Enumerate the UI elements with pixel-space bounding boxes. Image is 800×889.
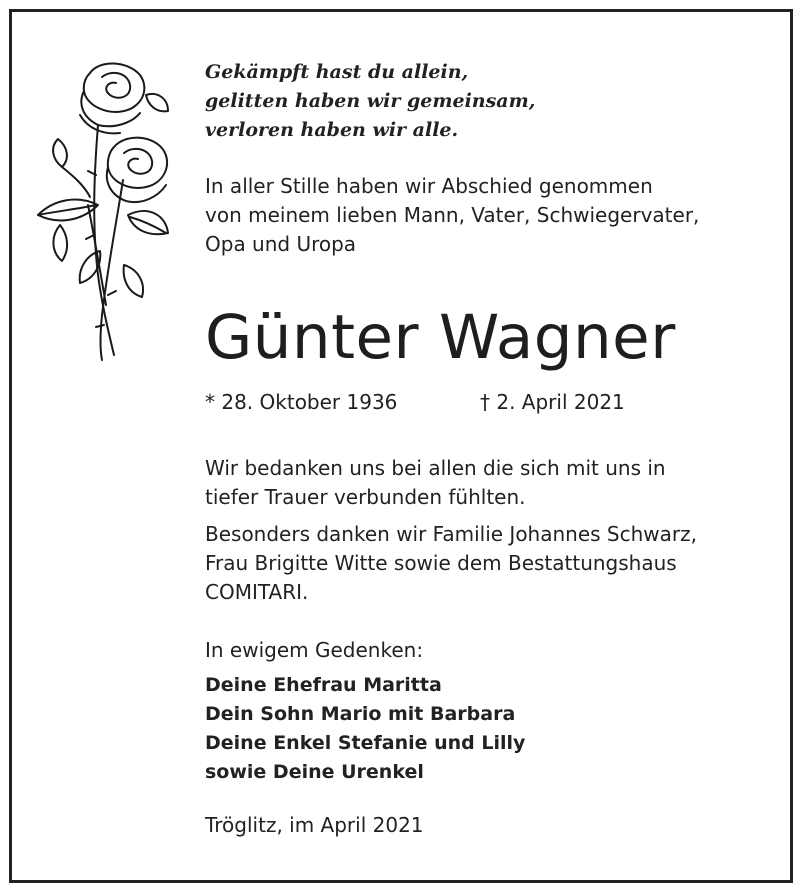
mourner-4: sowie Deine Urenkel <box>205 761 424 783</box>
thanks-line-2: tiefer Trauer verbunden fühlten. <box>205 485 526 509</box>
special-thanks-line-3: COMITARI. <box>205 580 309 604</box>
place-date: Tröglitz, im April 2021 <box>205 813 424 837</box>
intro-line-3: Opa und Uropa <box>205 232 357 256</box>
special-thanks-line-1: Besonders danken wir Familie Johannes Schwarz, <box>205 522 697 546</box>
mourner-1: Deine Ehefrau Maritta <box>205 674 442 696</box>
special-thanks-line-2: Frau Brigitte Witte sowie dem Bestattungshaus <box>205 551 677 575</box>
intro-line-1: In aller Stille haben wir Abschied genommen <box>205 174 653 198</box>
deceased-name: Günter Wagner <box>205 302 676 373</box>
poem-line-2: gelitten haben wir gemeinsam, <box>205 90 536 112</box>
thanks-line-1: Wir bedanken uns bei allen die sich mit uns in <box>205 456 666 480</box>
memorial-intro: In ewigem Gedenken: <box>205 638 424 662</box>
mourner-3: Deine Enkel Stefanie und Lilly <box>205 732 526 754</box>
rose-icon <box>28 55 178 365</box>
mourner-2: Dein Sohn Mario mit Barbara <box>205 703 516 725</box>
death-date: † 2. April 2021 <box>480 390 625 414</box>
poem-line-1: Gekämpft hast du allein, <box>205 61 469 83</box>
birth-date: * 28. Oktober 1936 <box>205 390 398 414</box>
poem-line-3: verloren haben wir alle. <box>205 119 459 141</box>
intro-line-2: von meinem lieben Mann, Vater, Schwiegervater, <box>205 203 700 227</box>
